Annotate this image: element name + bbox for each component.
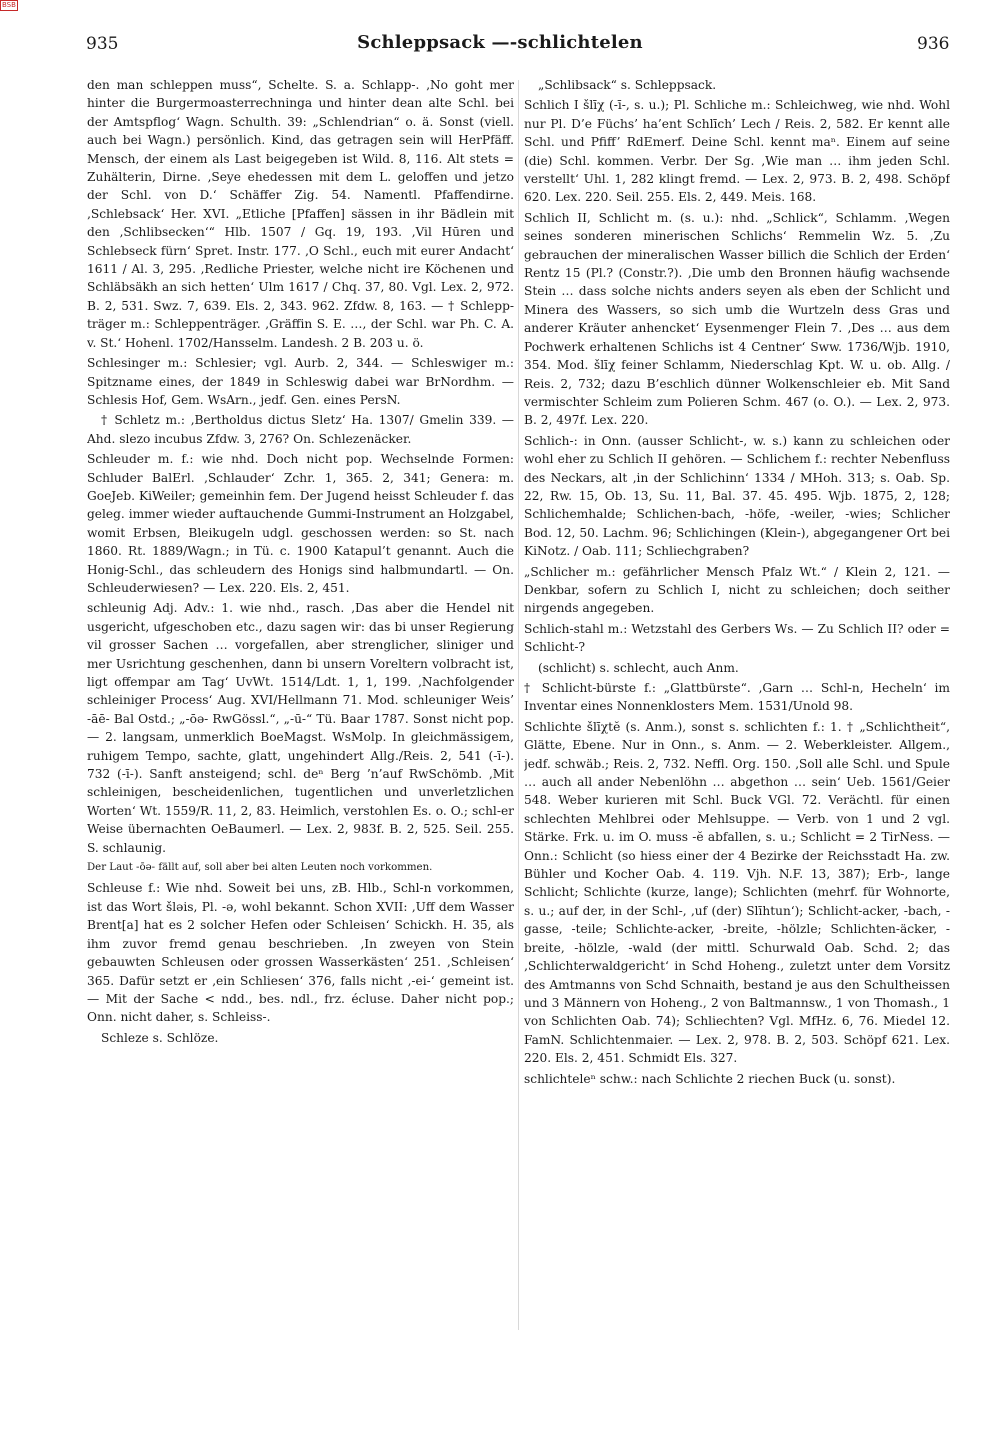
dictionary-entry: den man schleppen muss“, Schelte. S. a. Schlapp-. ‚No goht mer hinter die Burgermoasterrechninga und hinter dean alte Schl. bei der Amtspflog‘ Wagn. Schulth. 39: „Schlendrian“ o. ä. Sonst (viell. auch bei Wagn.) persönlich. Kind, das getragen sein will HerPfäff. Mensch, der einem als Last beigegeben ist Wild. 8, 116. Alt stets = Zuhälterin, Dirne. ‚Seye ehedessen mit dem L. geloffen und jetzo der Schl. von D.‘ Schäffer Zig. 54. Namentl. Pfaffendirne. ‚Schlebsack‘ Her. XVI. „Etliche [Pfaffen] sässen in ihr Bädlein mit den ‚Schlibsecken‘“ Hlb. 1507 / Gq. 19, 193. ‚Vil Hūren und Schlebseck fürn‘ Spret. Instr. 177. ‚O Schl., euch mit eurer Andacht‘ 1611 / Al. 3, 295. ‚Redliche Priester, welche nicht ire Köchenen und Schläbsäkh an sich hetten‘ Ulm 1617 / Chq. 37, 80. Vgl. Lex. 2, 972. B. 2, 531. Swz. 7, 639. Els. 2, 343. 962. Zfdw. 8, 163. — † Schlepp-träger m.: Schleppenträger. ‚Gräffin S. E. …, der Schl. war Ph. C. A. v. St.‘ Hohenl. 1702/Hansselm. Landesh. 2 B. 203 u. ö. xyxy=(87,78,514,350)
page-number-left: 935 xyxy=(86,34,119,54)
dictionary-entry: † Schletz m.: ‚Bertholdus dictus Sletz‘ Ha. 1307/ Gmelin 339. — Ahd. slezo incubus Zfdw. 3, 276? On. Schlezenäcker. xyxy=(87,413,514,446)
dictionary-entry: Schleze s. Schlöze. xyxy=(101,1030,219,1045)
running-head: Schleppsack —-schlichtelen xyxy=(357,32,643,53)
dictionary-entry: Schleuder m. f.: wie nhd. Doch nicht pop. Wechselnde Formen: Schluder BalErl. ‚Schlauder‘ Zchr. 1, 365. 2, 341; Genera: m. GoeJeb. KiWeiler; gemeinhin fem. Der Jugend heisst Schleuder f. das geleg. immer wieder auftauchende Gummi-Instrument an Holzgabel, womit Erbsen, Bleikugeln udgl. geschossen werden: so St. nach 1860. Rt. 1889/Wagn.; in Tü. c. 1900 Katapul’t genannt. Auch die Honig-Schl., das schleudern des Honigs sind halbmundartl. — On. Schleuderwiesen? — Lex. 220. Els. 2, 451. xyxy=(87,452,514,595)
library-badge: BSB xyxy=(2,1,16,9)
dictionary-entry: „Schlicher m.: gefährlicher Mensch Pfalz Wt.“ / Klein 2, 121. — Denkbar, sofern zu Schlich I, nicht zu schleichen; doch seither nirgends angegeben. xyxy=(524,564,950,616)
dictionary-entry: schlichteleⁿ schw.: nach Schlichte 2 riechen Buck (u. sonst). xyxy=(524,1071,896,1086)
dictionary-entry: (schlicht) s. schlecht, auch Anm. xyxy=(538,660,739,675)
dictionary-entry: Schlesinger m.: Schlesier; vgl. Aurb. 2, 344. — Schleswiger m.: Spitzname eines, der 1849 in Schleswig dabei war BrNordhm. — Schlesis Hof, Gem. WsArn., jedf. Gen. eines PersN. xyxy=(87,356,514,407)
column-divider xyxy=(518,80,519,1330)
dictionary-entry: Der Laut -ōə- fällt auf, soll aber bei alten Leuten noch vorkommen. xyxy=(87,862,433,874)
dictionary-entry: Schlichte šlīχtĕ (s. Anm.), sonst s. schlichten f.: 1. † „Schlichtheit“, Glätte, Ebene. Nur in Onn., s. Anm. — 2. Weberkleister. Allgem., jedf. schwäb.; Reis. 2, 732. Neffl. Org. 150. ‚Soll alle Schl. und Spule … auch all ander Nebenlöhn … abgethon … sein‘ Ueb. 1561/Geier 548. Weber kurieren mit Schl. Buck VGl. 72. Verächtl. für einen schlechten Mehlbrei oder Mehlsuppe. — Verb. von 1 und 2 vgl. Stärke. Frk. u. im O. muss -ĕ abfallen, s. u.; Schlicht = 2 TirNess. — Onn.: Schlicht (so hiess einer der 4 Bezirke der Reichsstadt Ha. zw. Bühler und Kocher Oab. 4. 119. Vjh. N.F. 13, 387); Erb-, lange Schlicht; Schlichte (kurze, lange); Schlichten (mehrf. für Wohnorte, s. u.; auf der, in der Schl-, ‚uf (der) Slīhtun‘); Schlicht-acker, -bach, -gasse, -teile; Schlichte-acker, -breite, -hölzle; Schlichten-äcker, -breite, -hölzle, -wald (der mittl. Schurwald Oab. Schd. 2; das ‚Schlichterwaldgericht‘ in Schd Hoheng., zuletzt unter dem Vorsitz des Amtmanns von Schd Schnaith, bestand je aus den Schultheissen und 3 Männern von Hoheng., 2 von Baltmannsw., 1 von Thomash., 1 von Schlichten Oab. 74); Schliechten? Vgl. MfHz. 6, 76. Miedel 12. FamN. Schlichtenmaier. — Lex. 2, 978. B. 2, 503. Schöpf 621. Lex. 220. Els. 2, 451. Schmidt Els. 327. xyxy=(524,719,950,1066)
dictionary-entry: Schleuse f.: Wie nhd. Soweit bei uns, zB. Hlb., Schl-n vorkommen, ist das Wort šləis, Pl. -ə, wohl bekannt. Schon XVII: ‚Uff dem Wasser Brent[a] hat es 2 solcher Hefen oder Schleisen‘ Schickh. H. 35, als ihm zuvor fremd genau beschrieben. ‚In zweyen von Stein gebauwten Schleusen oder grossen Wasserkästen‘ 251. ‚Schleisen‘ 365. Dafür setzt er ‚ein Schliesen‘ 376, falls nicht ‚-ei-‘ gemeint ist. — Mit der Sache < ndd., bes. ndl., frz. écluse. Daher nicht pop.; Onn. nicht daher, s. Schleiss-. xyxy=(87,881,514,1025)
dictionary-entry: † Schlicht-bürste f.: „Glattbürste“. ‚Garn … Schl-n, Hecheln‘ im Inventar eines Nonnenklosters Mem. 1531/Unold 98. xyxy=(524,681,950,714)
dictionary-entry: Schlich-: in Onn. (ausser Schlicht-, w. s.) kann zu schleichen oder wohl eher zu Schlich II gehören. — Schlichem f.: rechter Nebenfluss des Neckars, alt ‚in der Schlichinn‘ 1334 / MHoh. 313; s. Oab. Sp. 22, Rw. 15, Ob. 13, Su. 11, Bal. 37. 45. 495. Wjb. 1875, 2, 128; Schlichemhalde; Schlichen-bach, -höfe, -weiler, -wies; Schlicher Bod. 12, 50. Lachm. 96; Schlichingen (Klein-), abgegangener Ort bei KiNotz. / Oab. 111; Schliechgraben? xyxy=(524,433,950,559)
dictionary-entry: „Schlibsack“ s. Schleppsack. xyxy=(538,78,717,92)
dictionary-entry: Schlich I šlīχ (-ī-, s. u.); Pl. Schliche m.: Schleichweg, wie nhd. Wohl nur Pl. D’e Füchs’ ha’ent Schlīch’ Lech / Reis. 2, 582. Er kennt alle Schl. und Pfiff’ RdEmerf. Deine Schl. kennt maⁿ. Einem auf seine (die) Schl. kommen. Verbr. Der Sg. ‚Wie man … ihm jeden Schl. verstellt‘ Uhl. 1, 282 klingt fremd. — Lex. 2, 973. B. 2, 498. Schöpf 620. Lex. 220. Seil. 255. Els. 2, 449. Meis. 168. xyxy=(524,98,950,205)
page-number-right: 936 xyxy=(917,34,950,54)
dictionary-entry: schleunig Adj. Adv.: 1. wie nhd., rasch. ‚Das aber die Hendel nit usgericht, ufgeschoben etc., dazu sagen wir: das bi unser Regierung vil grosser Sachen … vorgefallen, aber strenglicher, sliniger und mer Usrichtung geschenhen, dann bi unsern Voreltern volbracht ist, ligt offempar am Tag‘ UvWt. 1514/Ldt. 1, 1, 199. ‚Nachfolgender schleiniger Process‘ Aug. XVI/Hellmann 71. Mod. schleuniger Weis’ -āē- Bal Ostd.; „-ōə- RwGössl.“, „-ū-“ Tü. Baar 1787. Sonst nicht pop. — 2. langsam, unmerklich BoeMagst. WsMolp. In gleichmässigem, ruhigem Tempo, sachte, glatt, ungehindert Allg./Reis. 2, 541 (-ī-). 732 (-ī-). Sanft ansteigend; schl. deⁿ Berg ’n’auf RwSchömb. ‚Mit schleinigen, bescheidenlichen, tugentlichen und unverletzlichen Worten‘ Wt. 1559/R. 11, 2, 83. Heimlich, verstohlen Es. o. O.; schl-er Weise übernachten OeBaumerl. — Lex. 2, 983f. B. 2, 525. Seil. 255. S. schlaunig. xyxy=(87,601,514,855)
dictionary-entry: Schlich-stahl m.: Wetzstahl des Gerbers Ws. — Zu Schlich II? oder = Schlicht-? xyxy=(524,621,950,655)
right-column xyxy=(524,76,950,1426)
dictionary-entry: Schlich II, Schlicht m. (s. u.): nhd. „Schlick“, Schlamm. ‚Wegen seines sonderen minerischen Schlichs‘ Remmelin Wz. 5. ‚Zu gebrauchen der mineralischen Wasser billich die Schlich der Erden‘ Rentz 15 (Pl.? (Constr.?). ‚Die umb den Bronnen häufig wachsende Stein … dass solche nichts anders seyen als eben der Schlicht und Minera des Wassers, so sich umb die Wurtzeln dess Gras und anderer Kräuter anhencket‘ Eysenmenger Flein 7. ‚Des … aus dem Pochwerk erhaltenen Schlichs ist 4 Centner‘ Sww. 1736/Wjb. 1910, 354. Mod. šlīχ feiner Schlamm, Niederschlag Kpt. W. u. ob. Allg. / Reis. 2, 732; dazu B’eschlich dünner Wolkenschleier eb. Mit Sand vermischter Schleim zum Polieren Schm. 467 (o. O.). — Lex. 2, 973. B. 2, 497f. Lex. 220. xyxy=(524,210,950,428)
left-column xyxy=(87,76,514,1426)
